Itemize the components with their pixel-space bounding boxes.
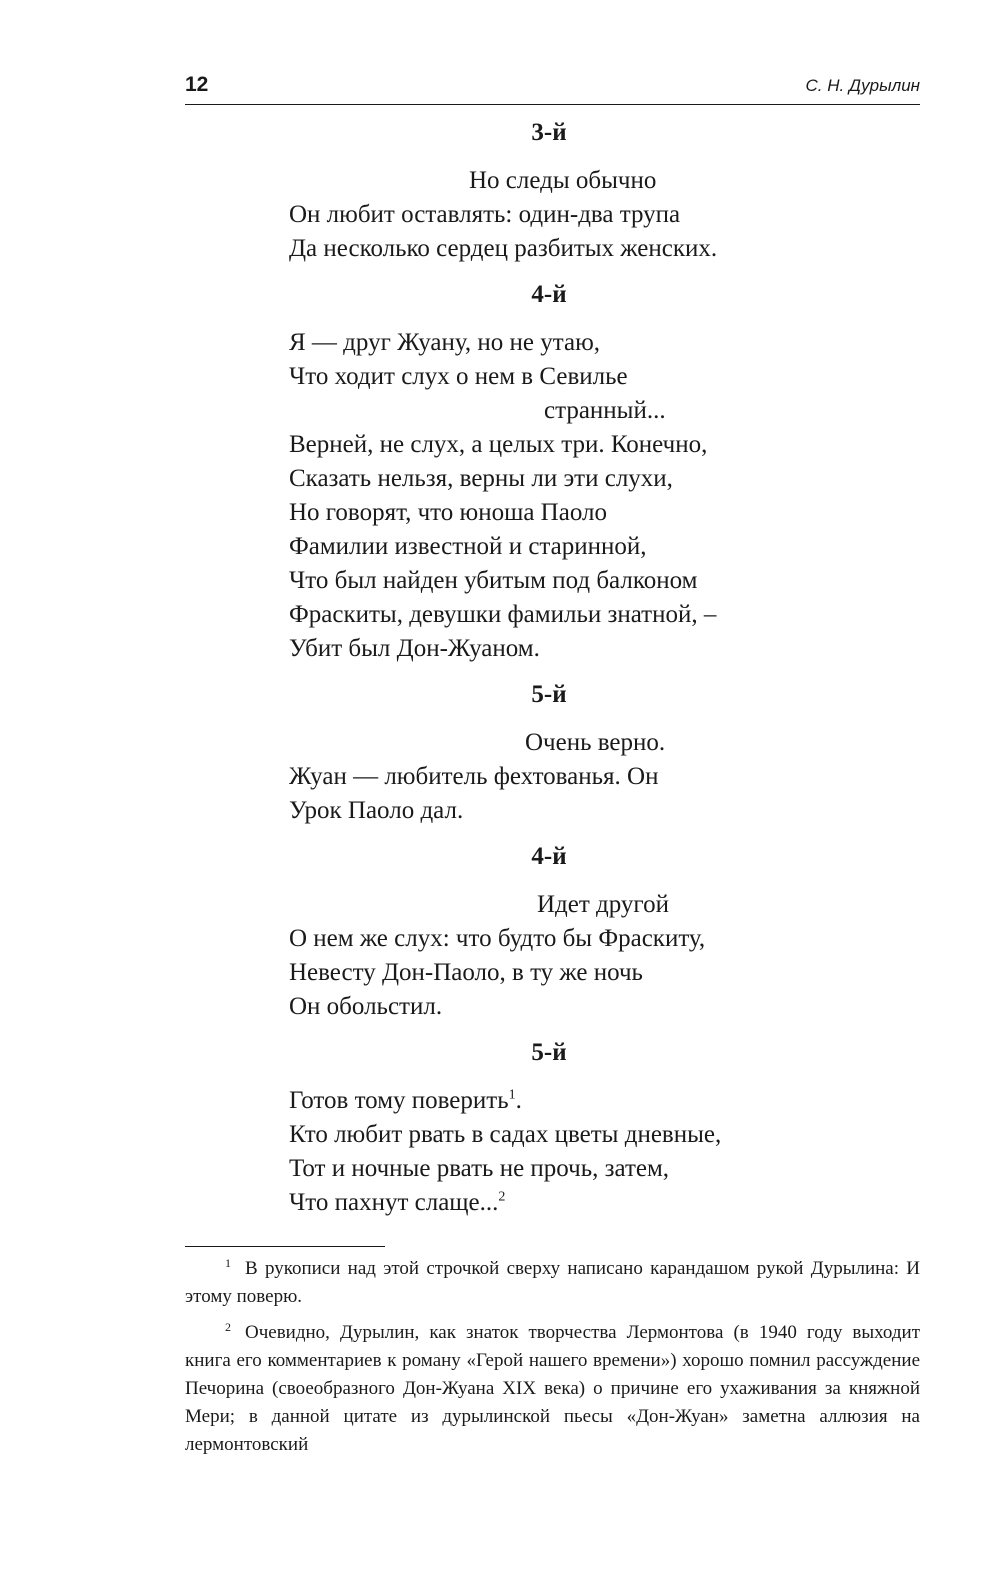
verse-line-text: Готов тому поверить: [289, 1087, 509, 1114]
footnote: [185, 1319, 920, 1459]
verse-line: [289, 198, 849, 232]
verse-line-text: Верней, не слух, а целых три. Конечно,: [289, 431, 708, 458]
running-head: С. Н. Дурылин: [805, 76, 920, 95]
verse-line: [289, 530, 849, 564]
verse-line-text: Что пахнут слаще...: [289, 1189, 499, 1216]
verse-line: [289, 1118, 849, 1152]
verse-line-tail: .: [515, 1087, 522, 1114]
verse-line: [289, 598, 849, 632]
verse-line-text: Он любит оставлять: один-два трупа: [289, 201, 681, 228]
verse-line-text: Он обольстил.: [289, 993, 443, 1020]
verse-line-text: Кто любит рвать в садах цветы дневные,: [289, 1121, 722, 1148]
verse-line-text: Что был найден убитым под балконом: [289, 567, 698, 594]
footnote-rule: [185, 1246, 385, 1247]
header-rule: [185, 104, 920, 105]
footnote-mark: 2: [225, 1319, 231, 1334]
speaker-heading: 3-й: [531, 119, 567, 146]
verse-line: [289, 496, 849, 530]
verse-line-text: О нем же слух: что будто бы Фраскиту,: [289, 925, 706, 952]
speaker-heading: 5-й: [531, 681, 567, 708]
verse-line: [289, 726, 849, 760]
verse-line: [289, 956, 849, 990]
verse-line: [289, 462, 849, 496]
verse-line: [289, 632, 849, 666]
verse-line: [289, 1186, 849, 1220]
footnote-text: Очевидно, Дурылин, как знаток творчества Лермонтова (в 1940 году выходит книга его комментариев к роману «Герой нашего времени») хорошо помнил рассуждение Печорина (своеобразного Дон-Жуана XIX века) о причине его ухаживания за княжной Мери; в данной цитате из дурылинской пьесы «Дон-Жуан» заметна аллюзия на лермонтовский: [185, 1322, 920, 1455]
speaker-heading: 4-й: [531, 843, 567, 870]
footnote-text: В рукописи над этой строчкой сверху написано карандашом рукой Дурылина: И этому поверю.: [185, 1258, 920, 1307]
verse-block: [289, 726, 849, 828]
verse-line: [289, 394, 849, 428]
verse-line-text: Фраскиты, девушки фамильи знатной, –: [289, 601, 717, 628]
play-text: [289, 118, 849, 1220]
speaker-heading: 5-й: [531, 1039, 567, 1066]
verse-line: [289, 922, 849, 956]
verse-line: [289, 888, 849, 922]
verse-line-text: Сказать нельзя, верны ли эти слухи,: [289, 465, 673, 492]
verse-line-text: Но следы обычно: [469, 167, 657, 194]
verse-line-text: Что ходит слух о нем в Севилье: [289, 363, 628, 390]
verse-line-text: Жуан — любитель фехтованья. Он: [289, 763, 659, 790]
verse-line-text: Урок Паоло дал.: [289, 797, 464, 824]
footnote-reference[interactable]: 2: [498, 1189, 506, 1205]
verse-line-text: Но говорят, что юноша Паоло: [289, 499, 607, 526]
verse-line: [289, 564, 849, 598]
verse-line-text: Фамилии известной и старинной,: [289, 533, 647, 560]
page-number: 12: [185, 73, 209, 96]
verse-line-text: Очень верно.: [525, 729, 666, 756]
verse-line: [289, 164, 849, 198]
footnote-mark: 1: [225, 1255, 231, 1270]
verse-line: [289, 232, 849, 266]
verse-line: [289, 1152, 849, 1186]
verse-block: [289, 1084, 849, 1220]
verse-line-text: Да несколько сердец разбитых женских.: [289, 235, 718, 262]
verse-line: [289, 794, 849, 828]
verse-line: [289, 1084, 849, 1118]
verse-line-text: странный...: [544, 397, 666, 424]
footnote: [185, 1255, 920, 1311]
verse-line: [289, 990, 849, 1024]
speaker-heading: 4-й: [531, 281, 567, 308]
verse-line: [289, 326, 849, 360]
footnotes: [185, 1255, 920, 1467]
verse-line-text: Невесту Дон-Паоло, в ту же ночь: [289, 959, 643, 986]
verse-line-text: Я — друг Жуану, но не утаю,: [289, 329, 600, 356]
verse-line: [289, 428, 849, 462]
verse-line: [289, 760, 849, 794]
verse-block: [289, 888, 849, 1024]
verse-block: [289, 326, 849, 666]
verse-line-text: Убит был Дон-Жуаном.: [289, 635, 540, 662]
page-header: [185, 70, 920, 104]
verse-block: [289, 164, 849, 266]
verse-line-text: Идет другой: [537, 891, 669, 918]
verse-line-text: Тот и ночные рвать не прочь, затем,: [289, 1155, 670, 1182]
verse-line: [289, 360, 849, 394]
footnote-reference[interactable]: 1: [508, 1087, 516, 1103]
